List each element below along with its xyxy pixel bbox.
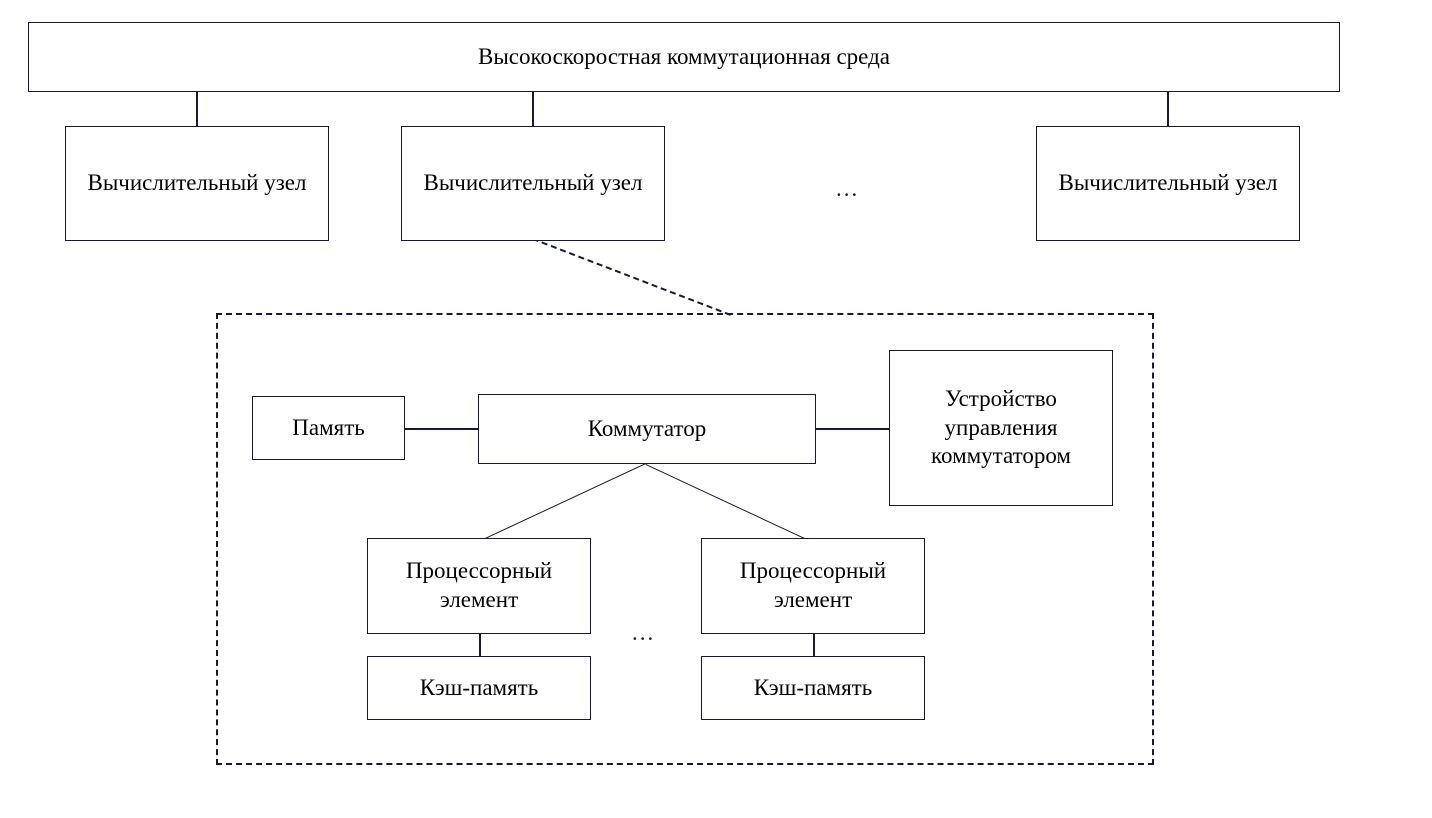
connector-bar-to-node-3 — [1167, 92, 1169, 126]
switching-environment-box — [28, 22, 1340, 92]
cache-memory-2 — [701, 656, 925, 720]
compute-node-2-label: Вычислительный узел — [423, 170, 643, 196]
switch-box — [478, 394, 816, 464]
connector-bar-to-node-2 — [532, 92, 534, 126]
processor-element-1-label: Процессорный элемент — [405, 558, 553, 612]
switch-control-box — [889, 350, 1113, 506]
compute-node-1 — [65, 126, 329, 241]
memory-label: Память — [292, 414, 365, 440]
connector-switch-control — [816, 428, 889, 430]
processor-element-2 — [701, 538, 925, 634]
switching-environment-label: Высокоскоростная коммутационная среда — [478, 43, 890, 69]
compute-node-3 — [1036, 126, 1300, 241]
cache-memory-1 — [367, 656, 591, 720]
cache-memory-1-label: Кэш-память — [419, 674, 539, 700]
zoom-connector-dashed-line — [532, 238, 731, 316]
compute-node-3-label: Вычислительный узел — [1058, 170, 1278, 196]
connector-pe1-cache1 — [479, 634, 481, 656]
compute-node-1-label: Вычислительный узел — [87, 170, 307, 196]
compute-node-2 — [401, 126, 665, 241]
connector-bar-to-node-1 — [196, 92, 198, 126]
connector-pe2-cache2 — [813, 634, 815, 656]
processor-element-2-label: Процессорный элемент — [739, 558, 887, 612]
switch-control-label: Устройство управления коммутатором — [931, 385, 1071, 469]
memory-box — [252, 396, 405, 460]
connector-memory-switch — [405, 428, 478, 430]
cache-memory-2-label: Кэш-память — [753, 674, 873, 700]
processor-element-1 — [367, 538, 591, 634]
processor-element-ellipsis: ... — [632, 620, 656, 645]
switch-label: Коммутатор — [587, 415, 707, 441]
compute-node-ellipsis: ... — [836, 176, 860, 201]
